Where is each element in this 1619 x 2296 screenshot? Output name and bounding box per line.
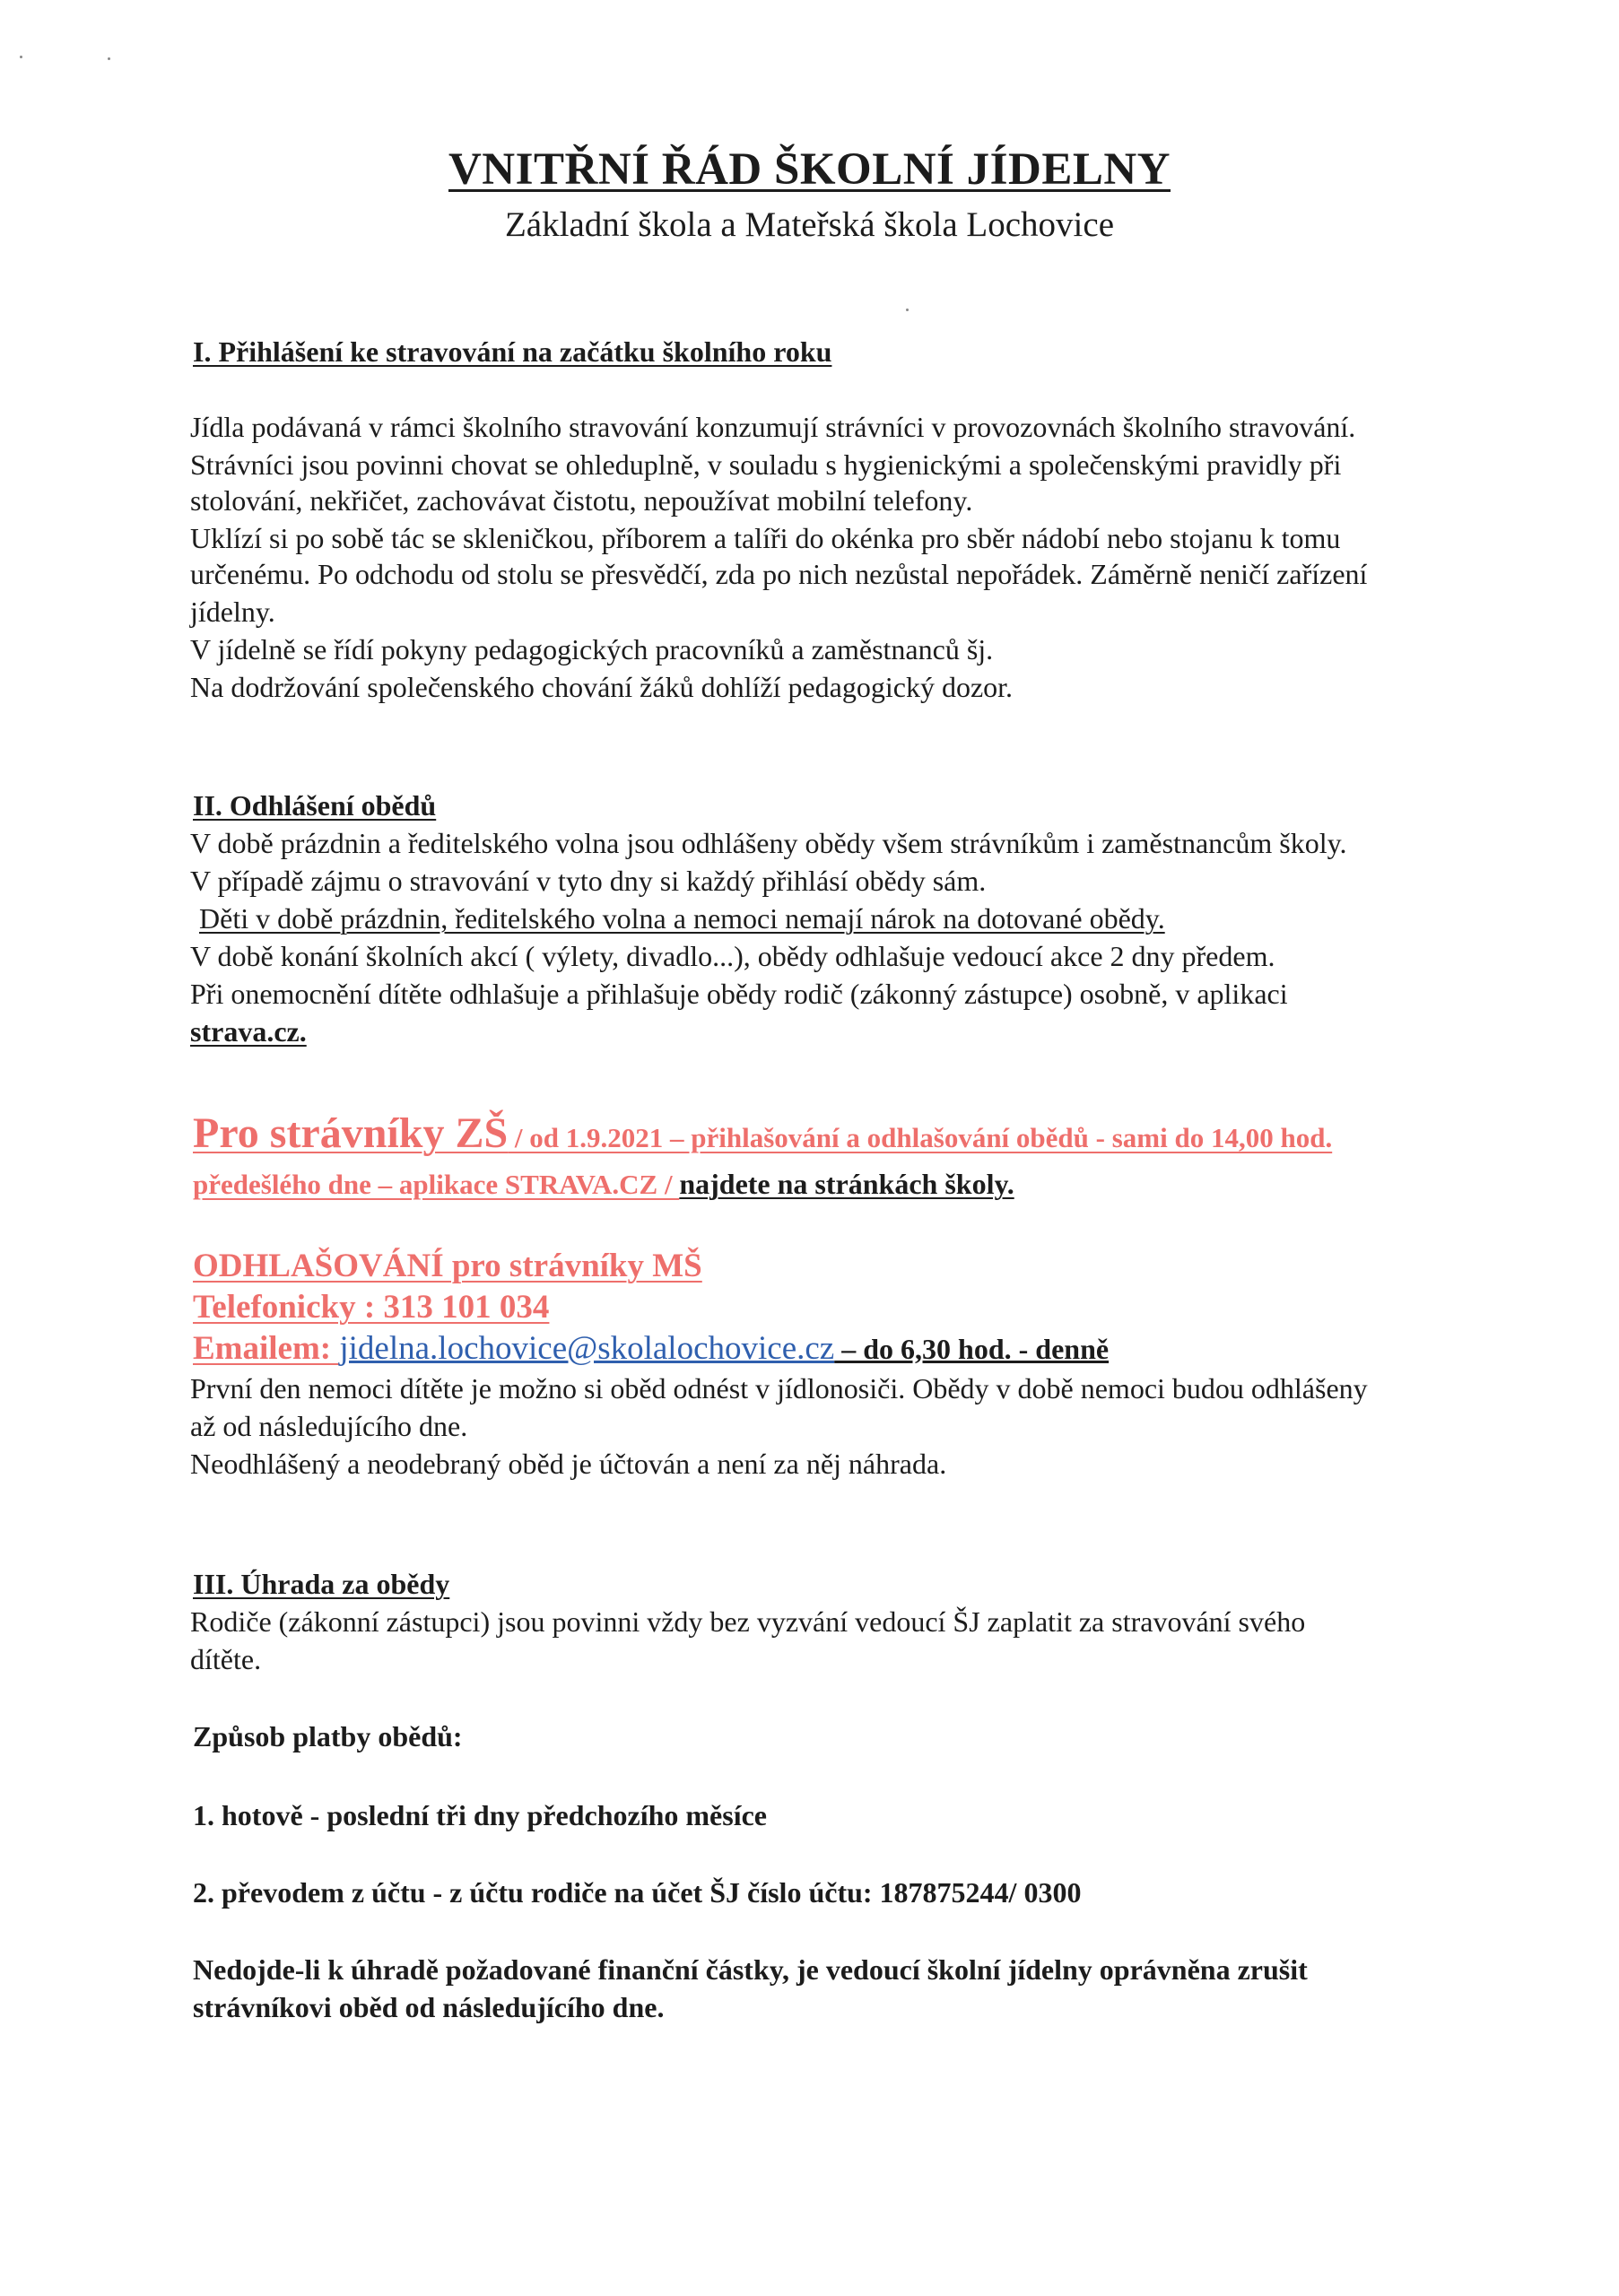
ms-notice-line: až od následujícího dne. bbox=[190, 1410, 468, 1442]
section-1-line: V jídelně se řídí pokyny pedagogických pracovníků a zaměstnanců šj. bbox=[190, 633, 994, 665]
section-1-line: Uklízí si po sobě tác se skleničkou, příborem a talíři do okénka pro sběr nádobí nebo stojanu k tomu bbox=[190, 522, 1341, 554]
zs-notice-app: předešlého dne – aplikace STRAVA.CZ / bbox=[193, 1169, 680, 1200]
ms-notice-heading: ODHLAŠOVÁNÍ pro strávníky MŠ bbox=[193, 1248, 702, 1284]
payment-option-cash: 1. hotově - poslední tři dny předchozího měsíce bbox=[193, 1799, 767, 1831]
zs-notice-line-1 bbox=[193, 1109, 1332, 1158]
section-1-line: Strávníci jsou povinni chovat se ohleduplně, v souladu s hygienickými a společenskými pravidly při bbox=[190, 448, 1342, 481]
ms-notice-line: Neodhlášený a neodebraný oběd je účtován a není za něj náhrada. bbox=[190, 1448, 947, 1480]
document-subtitle: Základní škola a Mateřská škola Lochovice bbox=[504, 205, 1114, 244]
section-2-line: V době prázdnin a ředitelského volna jsou odhlášeny obědy všem strávníkům i zaměstnancům školy. bbox=[190, 827, 1347, 859]
section-3-line: Rodiče (zákonní zástupci) jsou povinni vždy bez vyzvání vedoucí ŠJ zaplatit za stravování svého bbox=[190, 1605, 1306, 1638]
section-2-line: Při onemocnění dítěte odhlašuje a přihlašuje obědy rodič (zákonný zástupce) osobně, v aplikaci bbox=[190, 978, 1288, 1010]
section-1-line: jídelny. bbox=[190, 596, 275, 628]
section-2-line: V případě zájmu o stravování v tyto dny si každý přihlásí obědy sám. bbox=[190, 865, 987, 897]
scan-speck bbox=[906, 309, 909, 311]
section-2-line: V době konání školních akcí ( výlety, divadlo...), obědy odhlašuje vedoucí akce 2 dny předem. bbox=[190, 940, 1275, 972]
section-1-line: určenému. Po odchodu od stolu se přesvědčí, zda po nich nezůstal nepořádek. Záměrně neničí zařízení bbox=[190, 558, 1368, 590]
section-3-heading: III. Úhrada za obědy bbox=[193, 1568, 450, 1600]
final-warning-line: strávníkovi oběd od následujícího dne. bbox=[193, 1991, 665, 2023]
ms-notice-email-label: Emailem: bbox=[193, 1330, 340, 1367]
ms-notice-phone[interactable]: Telefonicky : 313 101 034 bbox=[193, 1289, 550, 1326]
zs-notice-line-2 bbox=[193, 1168, 1014, 1201]
zs-notice-deadline: / od 1.9.2021 – přihlašování a odhlašování obědů - sami do 14,00 hod. bbox=[508, 1122, 1333, 1153]
final-warning-line: Nedojde-li k úhradě požadované finanční částky, je vedoucí školní jídelny oprávněna zrušit bbox=[193, 1953, 1308, 1986]
ms-notice-line: První den nemoci dítěte je možno si oběd odnést v jídlonosiči. Obědy v době nemoci budou odhlášeny bbox=[190, 1372, 1368, 1405]
section-2-heading: II. Odhlášení obědů bbox=[193, 789, 437, 822]
section-2-underlined-line: Děti v době prázdnin, ředitelského volna a nemoci nemají nárok na dotované obědy. bbox=[199, 902, 1165, 935]
section-1-line: Jídla podávaná v rámci školního stravování konzumují strávníci v provozovnách školního stravování. bbox=[190, 411, 1356, 443]
section-1-line: Na dodržování společenského chování žáků dohlíží pedagogický dozor. bbox=[190, 671, 1014, 703]
strava-app-link[interactable]: strava.cz. bbox=[190, 1015, 307, 1048]
document-title: VNITŘNÍ ŘÁD ŠKOLNÍ JÍDELNY bbox=[448, 144, 1171, 195]
ms-notice-email-line bbox=[193, 1329, 1109, 1368]
section-1-line: stolování, nekřičet, zachovávat čistotu, nepoužívat mobilní telefony. bbox=[190, 484, 973, 517]
payment-option-transfer: 2. převodem z účtu - z účtu rodiče na účet ŠJ číslo účtu: 187875244/ 0300 bbox=[193, 1876, 1082, 1909]
ms-notice-email-link[interactable]: jidelna.lochovice@skolalochovice.cz bbox=[339, 1330, 835, 1367]
scan-speck bbox=[20, 56, 22, 58]
payment-title: Způsob platby obědů: bbox=[193, 1720, 463, 1752]
section-1-heading: I. Přihlášení ke stravování na začátku školního roku bbox=[193, 335, 832, 368]
zs-notice-title: Pro strávníky ZŠ bbox=[193, 1109, 509, 1157]
section-3-line: dítěte. bbox=[190, 1643, 262, 1675]
scan-speck bbox=[108, 57, 110, 60]
zs-notice-school-site: najdete na stránkách školy. bbox=[679, 1168, 1014, 1200]
ms-notice-email-deadline: – do 6,30 hod. - denně bbox=[834, 1333, 1110, 1365]
